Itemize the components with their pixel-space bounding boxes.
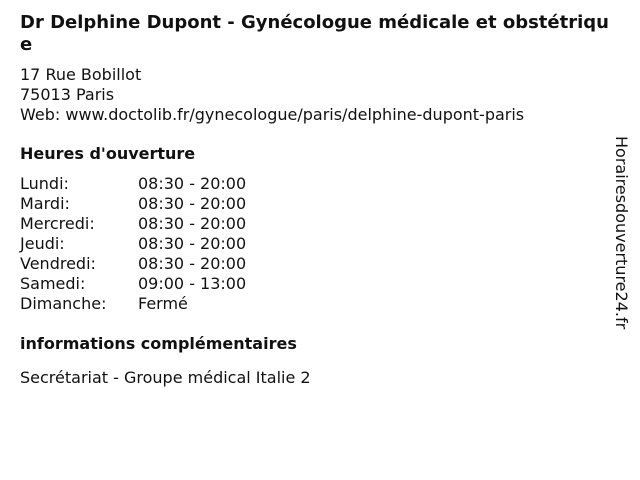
hours-time: 08:30 - 20:00 xyxy=(138,174,247,193)
hours-day: Samedi: xyxy=(20,274,86,293)
opening-hours-list xyxy=(20,174,618,314)
hours-day: Vendredi: xyxy=(20,254,96,273)
hours-row-wednesday xyxy=(20,214,618,234)
website-text: Web: www.doctolib.fr/gynecologue/paris/delphine-dupont-paris xyxy=(20,105,525,124)
site-watermark: Horairesdouverture24.fr xyxy=(612,136,631,330)
hours-time: 09:00 - 13:00 xyxy=(138,274,247,293)
page-title: Dr Delphine Dupont - Gynécologue médicale et obstétrique xyxy=(20,12,609,55)
hours-row-thursday xyxy=(20,234,618,254)
hours-time: 08:30 - 20:00 xyxy=(138,214,247,233)
hours-time: 08:30 - 20:00 xyxy=(138,234,247,253)
hours-day: Mercredi: xyxy=(20,214,95,233)
hours-day: Dimanche: xyxy=(20,294,107,313)
hours-row-friday xyxy=(20,254,618,274)
listing-content xyxy=(20,12,618,388)
hours-row-sunday xyxy=(20,294,618,314)
city-postcode: 75013 Paris xyxy=(20,85,115,104)
opening-hours-heading: Heures d'ouverture xyxy=(20,144,196,163)
hours-row-saturday xyxy=(20,274,618,294)
hours-row-monday xyxy=(20,174,618,194)
hours-time: 08:30 - 20:00 xyxy=(138,194,247,213)
street-address: 17 Rue Bobillot xyxy=(20,65,142,84)
hours-day: Jeudi: xyxy=(20,234,65,253)
hours-row-tuesday xyxy=(20,194,618,214)
hours-day: Lundi: xyxy=(20,174,69,193)
additional-info-text: Secrétariat - Groupe médical Italie 2 xyxy=(20,368,311,387)
additional-info-heading: informations complémentaires xyxy=(20,334,297,353)
hours-time: Fermé xyxy=(138,294,188,313)
hours-day: Mardi: xyxy=(20,194,70,213)
hours-time: 08:30 - 20:00 xyxy=(138,254,247,273)
address-block xyxy=(20,65,618,125)
